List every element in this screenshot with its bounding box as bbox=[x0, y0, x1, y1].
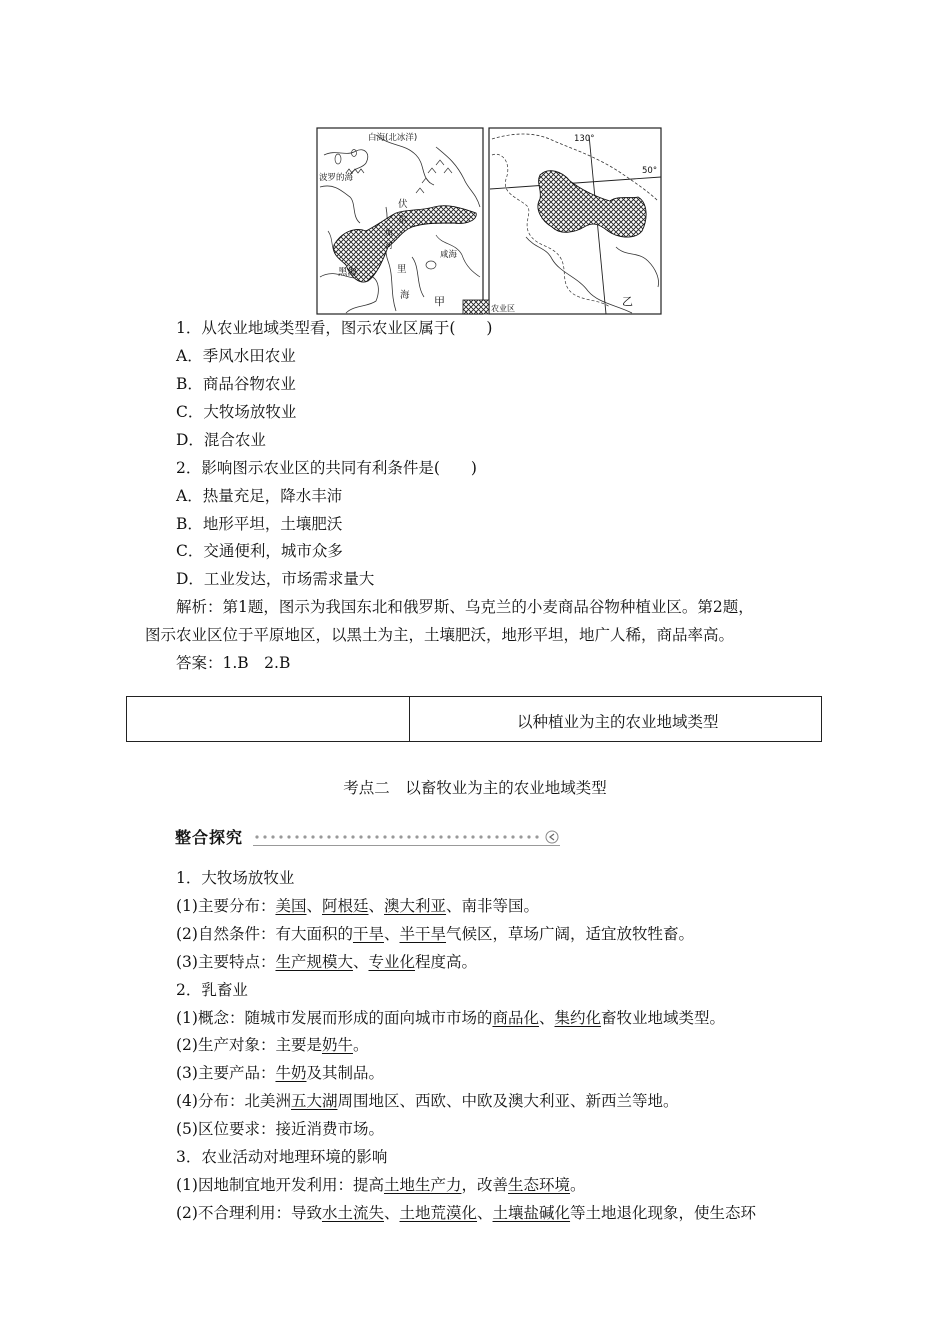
table-divider bbox=[409, 697, 410, 741]
blank-semi-arid: 半干旱 bbox=[399, 925, 447, 943]
blank-intensive: 集约化 bbox=[554, 1009, 602, 1027]
label-50: 50° bbox=[642, 166, 658, 176]
agriculture-region-maps bbox=[316, 127, 666, 319]
impact-irrational: (2)不合理利用：导致水土流失、土地荒漠化、土壤盐碱化等土地退化现象，使生态环 bbox=[176, 1204, 757, 1222]
heading-ranching: 1．大牧场放牧业 bbox=[176, 869, 295, 887]
category-table bbox=[126, 696, 822, 742]
section-title: 考点二 以畜牧业为主的农业地域类型 bbox=[343, 779, 607, 797]
label-li: 里 bbox=[397, 264, 407, 275]
label-jia: 甲 bbox=[434, 295, 445, 308]
answer: 答案：1.B 2.B bbox=[176, 654, 291, 672]
blank-large-scale: 生产规模大 bbox=[275, 953, 353, 971]
q1-option-b: B．商品谷物农业 bbox=[176, 375, 296, 393]
label-er: 尔 bbox=[398, 215, 408, 226]
dairy-location: (5)区位要求：接近消费市场。 bbox=[176, 1120, 384, 1138]
label-130: 130° bbox=[574, 134, 595, 144]
ranching-conditions: (2)自然条件：有大面积的干旱、半干旱气候区，草场广阔，适宜放牧牲畜。 bbox=[176, 925, 695, 943]
dairy-products: (3)主要产品：牛奶及其制品。 bbox=[176, 1064, 384, 1082]
label-fu: 伏 bbox=[398, 199, 408, 210]
label-baihai: 白海(北冰洋) bbox=[368, 133, 418, 143]
label-yi: 乙 bbox=[622, 295, 633, 308]
q1-option-c: C．大牧场放牧业 bbox=[176, 403, 297, 421]
map-legend bbox=[463, 300, 489, 314]
blank-argentina: 阿根廷 bbox=[322, 897, 369, 915]
ranching-distribution: (1)主要分布：美国、阿根廷、澳大利亚、南非等国。 bbox=[176, 897, 540, 915]
q2-option-c: C．交通便利，城市众多 bbox=[176, 542, 343, 560]
label-jia-river: 加 bbox=[385, 228, 393, 237]
blank-soil-erosion: 水土流失 bbox=[321, 1204, 384, 1222]
table-right-cell: 以种植业为主的农业地域类型 bbox=[517, 713, 719, 731]
ranching-features: (3)主要特点：生产规模大、专业化程度高。 bbox=[176, 953, 478, 971]
blank-milk: 牛奶 bbox=[275, 1064, 307, 1082]
map-yi bbox=[489, 128, 661, 314]
q2-stem: 2．影响图示农业区的共同有利条件是( ) bbox=[176, 459, 477, 477]
label-hai: 海 bbox=[400, 290, 410, 301]
dairy-concept: (1)概念：随城市发展而形成的面向城市市场的商品化、集约化畜牧业地域类型。 bbox=[176, 1009, 726, 1027]
banner-title: 整合探究 bbox=[175, 828, 244, 847]
blank-dairy-cow: 奶牛 bbox=[321, 1036, 353, 1054]
q2-option-d: D．工业发达，市场需求量大 bbox=[176, 570, 375, 588]
impact-rational: (1)因地制宜地开发利用：提高土地生产力，改善生态环境。 bbox=[176, 1176, 586, 1194]
blank-desertification: 土地荒漠化 bbox=[399, 1204, 478, 1222]
legend-label: 农业区 bbox=[491, 304, 515, 313]
blank-great-lakes: 五大湖 bbox=[290, 1092, 338, 1110]
blank-specialization: 专业化 bbox=[368, 953, 416, 971]
heading-dairy: 2．乳畜业 bbox=[176, 981, 248, 999]
dairy-distribution: (4)分布：北美洲五大湖周围地区、西欧、中欧及澳大利亚、新西兰等地。 bbox=[176, 1092, 679, 1110]
blank-land-productivity: 土地生产力 bbox=[383, 1176, 462, 1194]
blank-arid: 干旱 bbox=[352, 925, 384, 943]
label-black-sea: 黑海 bbox=[338, 267, 358, 278]
blank-australia: 澳大利亚 bbox=[384, 897, 447, 915]
heading-impact: 3．农业活动对地理环境的影响 bbox=[176, 1148, 388, 1166]
q1-option-d: D．混合农业 bbox=[176, 431, 266, 449]
dairy-object: (2)生产对象：主要是奶牛。 bbox=[176, 1036, 369, 1054]
q2-option-a: A．热量充足，降水丰沛 bbox=[176, 487, 343, 505]
label-baltic: 波罗的海 bbox=[319, 173, 354, 183]
q1-stem: 1．从农业地域类型看，图示农业区属于( ) bbox=[176, 319, 493, 337]
q1-option-a: A．季风水田农业 bbox=[176, 347, 296, 365]
blank-salinization: 土壤盐碱化 bbox=[492, 1204, 571, 1222]
analysis-line-1: 解析：第1题，图示为我国东北和俄罗斯、乌克兰的小麦商品谷物种植业区。第2题， bbox=[176, 598, 754, 616]
blank-usa: 美国 bbox=[275, 897, 307, 915]
q2-option-b: B．地形平坦，土壤肥沃 bbox=[176, 515, 343, 533]
banner-decoration bbox=[253, 829, 560, 847]
integration-banner bbox=[175, 825, 560, 847]
blank-commercialized: 商品化 bbox=[492, 1009, 539, 1027]
label-he: 河 bbox=[385, 241, 393, 250]
label-aral: 咸海 bbox=[440, 250, 458, 260]
blank-ecological-environment: 生态环境 bbox=[508, 1176, 571, 1194]
analysis-line-2: 图示农业区位于平原地区，以黑土为主，土壤肥沃，地形平坦，地广人稀，商品率高。 bbox=[145, 626, 735, 644]
